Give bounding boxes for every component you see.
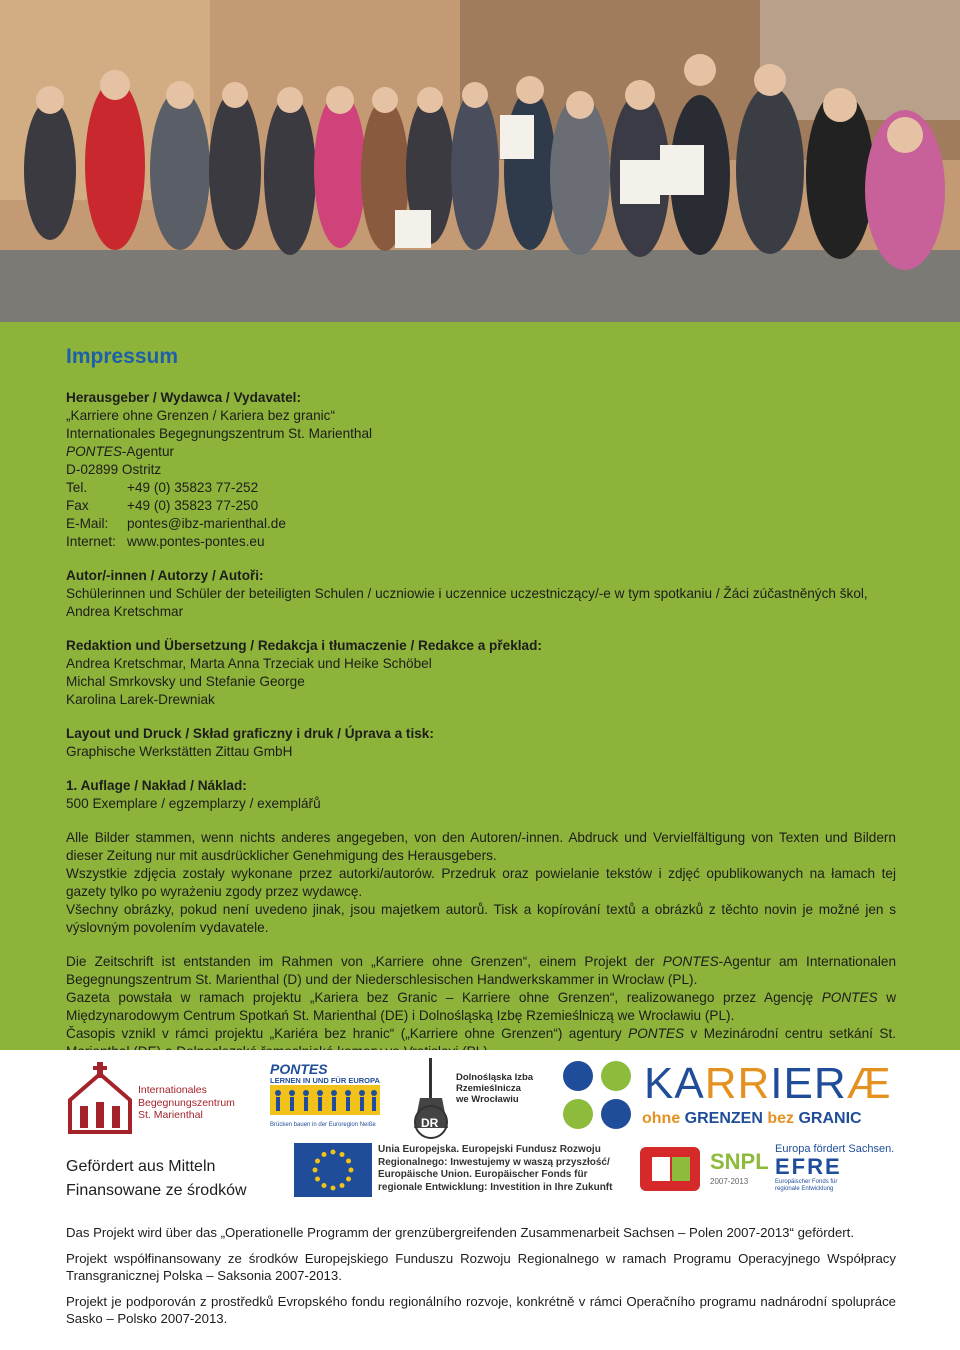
gefoerdert-line: Finansowane ze środków [66,1182,247,1199]
layout-text: Graphische Werkstätten Zittau GmbH [66,744,293,759]
efre-logo [775,1143,900,1199]
ibz-line: St. Marienthal [138,1109,203,1121]
website-link[interactable]: www.pontes-pontes.eu [127,534,265,549]
pontes-logo [270,1062,382,1136]
layout-section [66,725,896,761]
efre-small: Europäischer Fonds für [775,1179,838,1185]
project-pl-a: Gazeta powstała w ramach projektu „Kariera bez Granic – Karriere ohne Grenzen“, realizowanego przez Agencję [66,990,822,1005]
herausgeber-heading: Herausgeber / Wydawca / Vydavatel: [66,390,301,405]
karriere-sub-part: bez [762,1110,799,1127]
karriere-logo [560,1058,900,1140]
redaktion-section [66,637,896,709]
contact-row [66,515,896,533]
contact-value: +49 (0) 35823 77-252 [127,480,259,495]
contact-row [66,497,896,515]
contact-label: Fax [66,498,89,513]
herausgeber-line: D-02899 Ostritz [66,462,162,477]
auflage-heading: 1. Auflage / Nakład / Náklad: [66,778,247,793]
karriere-part: Æ [846,1059,892,1108]
karriere-part: KA [644,1059,705,1108]
project-pl [66,989,896,1025]
karriere-dots-icon [560,1058,640,1138]
eu-line: Unia Europejska. Europejski Fundusz Rozwoju [378,1144,601,1155]
pontes-italic: PONTES [662,954,719,969]
dr-line: Dolnośląska Izba [456,1072,534,1083]
gefoerdert-text [66,1155,247,1203]
footer-cz: Projekt je podporován z prostředků Evropského fondu regionálního rozvoje, konkrétně v rámci Operačního programu nadnárodní spolupráce Sasko – Polsko 2007-2013. [66,1293,896,1326]
dr-logo [408,1058,538,1140]
rights-de: Alle Bilder stammen, wenn nichts anderes angegeben, von den Autoren/-innen. Abdruck und Vervielfältigung von Texten und Bildern dieser Zeitung nur mit ausdrücklicher Genehmigung des Herausgebers. [66,830,896,863]
snpl-years: 2007-2013 [710,1177,749,1186]
snpl-puzzle-icon [638,1143,704,1195]
contact-value: +49 (0) 35823 77-250 [127,498,259,513]
footer-text [66,1224,896,1336]
karriere-sub-part: ohne [642,1110,685,1127]
snpl-label: SNPL [710,1149,769,1174]
herausgeber-line: Internationales Begegnungszentrum St. Marienthal [66,426,373,441]
impressum-content [66,344,896,1061]
contact-row [66,533,896,551]
redaktion-line: Andrea Kretschmar, Marta Anna Trzeciak und Heike Schöbel [66,656,432,671]
herausgeber-line: „Karriere ohne Grenzen / Kariera bez granic“ [66,408,335,423]
group-photo [0,0,960,322]
ibz-line: Internationales [138,1084,207,1096]
eu-fund-text [378,1144,630,1194]
pontes-sub: LERNEN IN UND FÜR EUROPA [270,1076,380,1085]
project-section [66,953,896,1061]
ibz-logo [66,1062,236,1137]
rights-section [66,829,896,937]
project-cz-b: v Mezinárodní centru setkání St. [690,1026,896,1041]
pontes-italic: PONTES [628,1026,685,1041]
dr-line: we Wrocławiu [456,1094,519,1105]
autor-heading: Autor/-innen / Autorzy / Autoři: [66,568,264,583]
footer-pl: Projekt współfinansowany ze środków Europejskiego Funduszu Rozwoju Regionalnego w ramach Programu Operacyjnego Współpracy Transgranicznej Polska – Saksonia 2007-2013. [66,1250,896,1283]
karriere-word [644,1060,892,1108]
footer-de: Das Projekt wird über das „Operationelle Programm der grenzübergreifenden Zusammenarbeit Sachsen – Polen 2007-2013“ gefördert. [66,1225,855,1240]
herausgeber-section [66,389,896,551]
autor-section [66,567,896,621]
redaktion-line: Michal Smrkovsky und Stefanie George [66,674,305,689]
project-de-a: Die Zeitschrift ist entstanden im Rahmen von „Karriere ohne Grenzen“, einem Projekt der [66,954,663,969]
pontes-bottom: Brücken bauen in der Euroregion Neiße [270,1122,376,1128]
redaktion-heading: Redaktion und Übersetzung / Redakcja i tłumaczenie / Redakce a překlad: [66,638,542,653]
ibz-text [138,1084,235,1122]
dr-line: Rzemieślnicza [456,1083,521,1094]
efre-small: regionale Entwicklung [775,1186,834,1192]
project-de-b: -Agentur am Internationalen Begegnungszentrum St. Marienthal (D) und der Niederschlesischen Handwerkskammer in Wrocław (PL). [66,954,897,987]
contact-label: Internet: [66,534,116,549]
rights-pl: Wszystkie zdjęcia zostały wykonane przez autorki/autorów. Przedruk oraz powielanie tekstów i zdjęć opublikowanych na łamach tej gazety tylko po wyrażeniu zgody przez wydawcę. [66,866,896,899]
redaktion-line: Karolina Larek-Drewniak [66,692,215,707]
gefoerdert-line: Gefördert aus Mitteln [66,1158,216,1175]
pontes-italic: PONTES [821,990,878,1005]
pontes-italic: PONTES [66,444,122,459]
auflage-text: 500 Exemplare / egzemplarzy / exemplářů [66,796,321,811]
page-title: Impressum [66,345,179,368]
project-pl-b: w Międzynarodowym Centrum Spotkań St. Marienthal (DE) i Dolnośląską Izbę Rzemieślniczą we Wrocławiu (PL). [66,990,897,1023]
agentur-text: -Agentur [121,444,175,459]
pontes-people-icon [270,1085,380,1115]
eu-line: Regionalnego: Inwestujemy w waszą przyszłość/ [378,1156,610,1168]
karriere-part: IER [770,1059,847,1108]
ibz-church-icon [66,1062,134,1134]
project-de [66,953,896,989]
karriere-sub [642,1110,862,1128]
auflage-section [66,777,896,813]
pontes-title: PONTES [270,1061,328,1077]
karriere-sub-part: GRENZEN [684,1110,763,1127]
dr-text [456,1072,533,1105]
efre-top: Europa fördert Sachsen. [775,1143,895,1155]
ibz-line: Begegnungszentrum [138,1096,235,1109]
autor-text: Schülerinnen und Schüler der beteiligten Schulen / uczniowie i uczennice uczestniczący/-e w tym spotkaniu / Žáci zúčastněných škol, Andrea Kretschmar [66,586,868,619]
contact-row [66,479,896,497]
karriere-sub-part: GRANIC [798,1110,862,1127]
rights-cz: Všechny obrázky, pokud není uvedeno jinak, jsou majetkem autorů. Tisk a kopírování textů a obrázků z těchto novin je možné jen s výslovným povolením vydavatele. [66,902,896,935]
email-link[interactable]: pontes@ibz-marienthal.de [127,516,286,531]
contact-label: E-Mail: [66,516,109,531]
efre-word: EFRE [775,1154,842,1179]
svg-text:DR: DR [421,1116,439,1130]
dr-tower-icon [408,1058,454,1140]
eu-line: regionale Entwicklung: Investition in Ihre Zukunft [378,1181,613,1193]
snpl-logo [638,1143,768,1199]
herausgeber-line [66,443,896,461]
contact-label: Tel. [66,480,88,495]
layout-heading: Layout und Druck / Skład graficzny i druk / Úprava a tisk: [66,726,434,741]
eu-flag-icon [294,1143,372,1197]
project-cz-a: Časopis vznikl v rámci projektu „Kariéra bez hranic“ („Karriere ohne Grenzen“) agentury [66,1026,629,1041]
karriere-part: RR [704,1059,771,1108]
eu-line: Europäische Union. Europäischer Fonds für [378,1169,588,1180]
